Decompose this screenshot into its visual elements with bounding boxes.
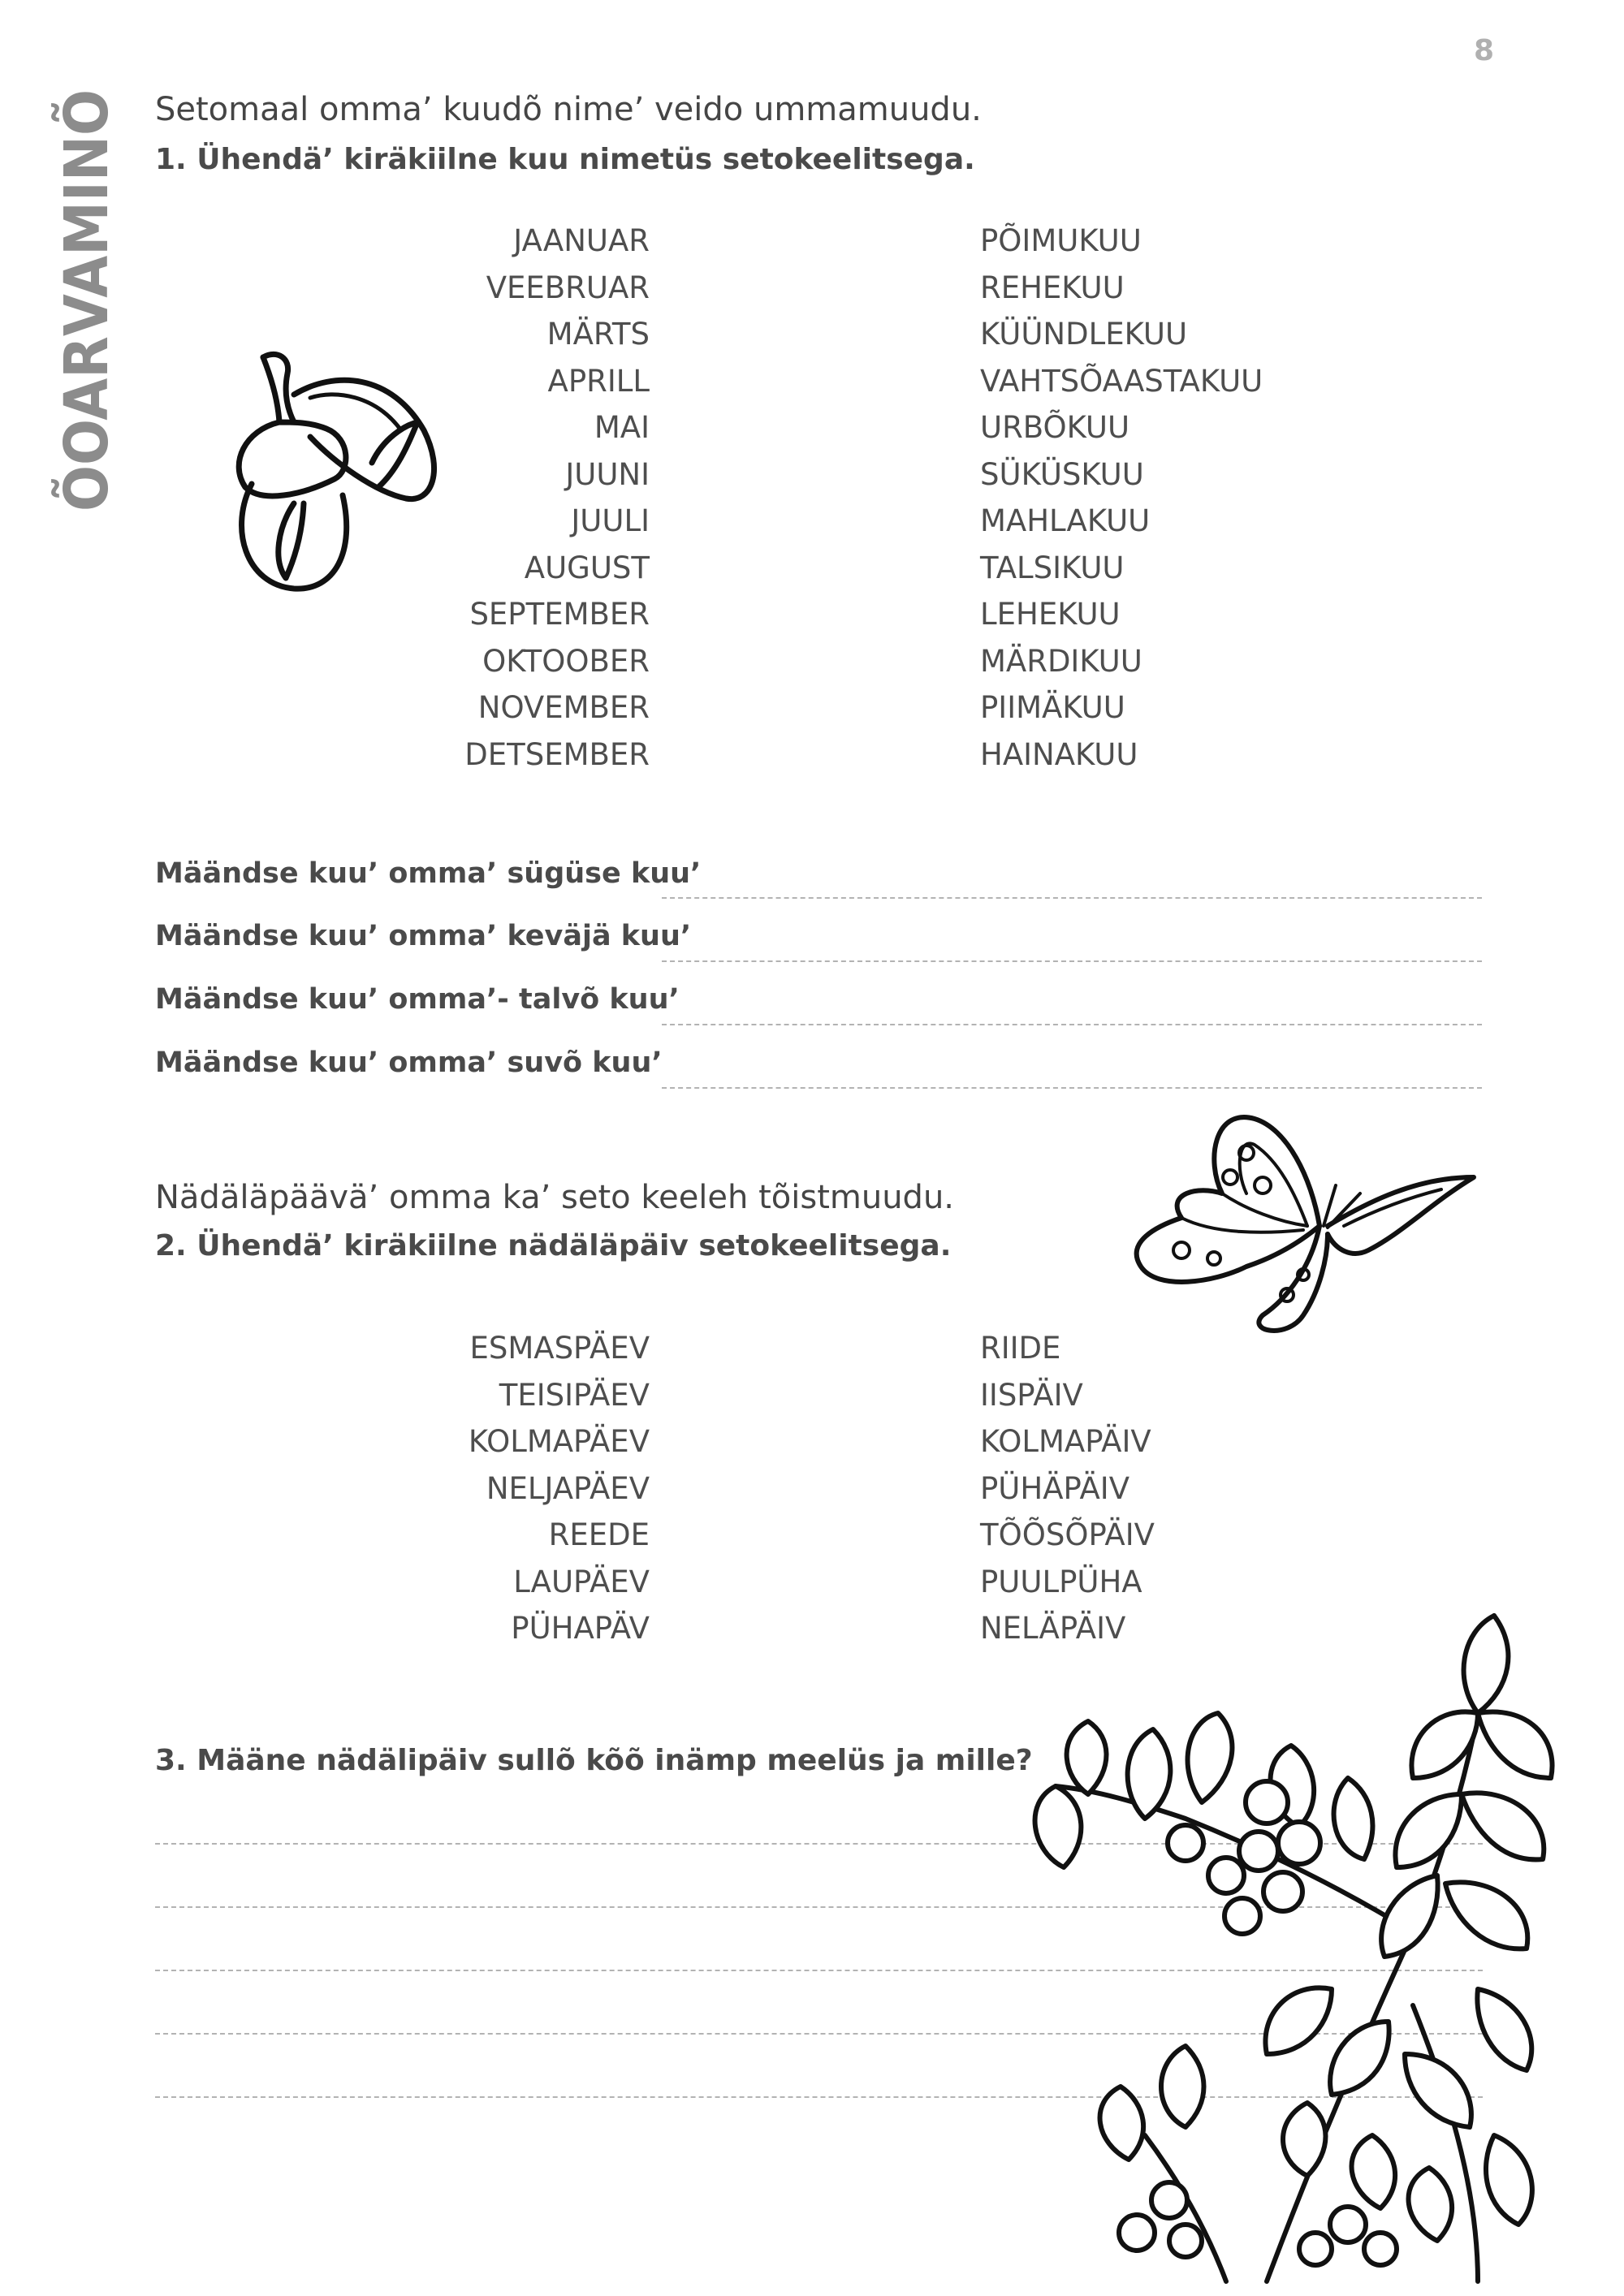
list-item: JUUNI — [565, 456, 650, 492]
list-item: REEDE — [548, 1517, 650, 1552]
list-item: JUULI — [571, 503, 650, 538]
list-item: PIIMÄKUU — [980, 690, 1125, 725]
list-item: VEEBRUAR — [486, 270, 650, 305]
list-item: RIIDE — [980, 1331, 1061, 1366]
list-item: PÜHAPÄV — [511, 1611, 650, 1646]
season-question: Määndse kuu’ omma’ suvõ kuu’ — [155, 1047, 663, 1079]
section1-intro: Setomaal omma’ kuudõ nime’ veido ummamuudu. — [155, 91, 982, 128]
answer-line[interactable] — [662, 897, 1482, 899]
list-item: DETSEMBER — [464, 736, 650, 772]
weekdays-standard-column — [325, 1325, 650, 1652]
list-item: NOVEMBER — [477, 690, 650, 725]
list-item: OKTOOBER — [482, 643, 650, 679]
list-item: JAANUAR — [513, 223, 650, 258]
list-item: ESMASPÄEV — [469, 1331, 650, 1366]
list-item: KÜÜNDLEKUU — [980, 317, 1188, 352]
section2-task: 2. Ühendä’ kiräkiilne nädäläpäiv setokeelitsega. — [155, 1229, 952, 1262]
list-item: TALSIKUU — [980, 550, 1125, 585]
list-item: APRILL — [547, 363, 650, 399]
list-item: TEISIPÄEV — [499, 1377, 650, 1413]
list-item: HAINAKUU — [980, 736, 1138, 772]
list-item: SEPTEMBER — [469, 597, 650, 632]
section2-intro: Nädäläpäävä’ omma ka’ seto keeleh tõistmuudu. — [155, 1179, 955, 1216]
list-item: LAUPÄEV — [513, 1564, 650, 1599]
list-item: MÄRDIKUU — [980, 643, 1142, 679]
answer-line[interactable] — [662, 1024, 1482, 1025]
answer-line[interactable] — [662, 1087, 1482, 1089]
list-item: IISPÄIV — [980, 1377, 1083, 1413]
season-question: Määndse kuu’ omma’- talvõ kuu’ — [155, 983, 680, 1016]
list-item: KOLMAPÄIV — [980, 1424, 1151, 1459]
list-item: REHEKUU — [980, 270, 1125, 305]
butterfly-illustration — [1125, 1104, 1482, 1340]
list-item: VAHTSÕAASTAKUU — [980, 363, 1263, 399]
list-item: PÕIMUKUU — [980, 223, 1142, 258]
list-item: TÕÕSÕPÄIV — [980, 1517, 1155, 1552]
blueberry-branch-illustration — [1023, 1583, 1592, 2290]
section3-task: 3. Määne nädälipäiv sullõ kõõ inämp meelüs ja mille? — [155, 1744, 1033, 1777]
list-item: LEHEKUU — [980, 597, 1121, 632]
list-item: MAHLAKUU — [980, 503, 1151, 538]
list-item: PUULPÜHA — [980, 1564, 1142, 1599]
section1-task: 1. Ühendä’ kiräkiilne kuu nimetüs setokeelitsega. — [155, 143, 975, 176]
acorn-illustration — [213, 341, 456, 601]
months-seto-column — [980, 218, 1467, 778]
list-item: MÄRTS — [546, 317, 650, 352]
list-item: AUGUST — [524, 550, 650, 585]
list-item: PÜHÄPÄIV — [980, 1470, 1130, 1506]
list-item: NELJAPÄEV — [486, 1470, 650, 1506]
list-item: URBÕKUU — [980, 410, 1130, 445]
answer-line[interactable] — [662, 960, 1482, 962]
page-number: 8 — [1473, 34, 1494, 67]
season-question: Määndse kuu’ omma’ sügüse kuu’ — [155, 857, 702, 890]
vertical-title-text: ÕOARVAMINÕ — [52, 81, 122, 511]
list-item: NELÄPÄIV — [980, 1611, 1126, 1646]
list-item: SÜKÜSKUU — [980, 456, 1144, 492]
list-item: KOLMAPÄEV — [468, 1424, 650, 1459]
list-item: MAI — [594, 410, 650, 445]
vertical-section-title — [44, 81, 125, 520]
season-question: Määndse kuu’ omma’ keväjä kuu’ — [155, 920, 692, 952]
